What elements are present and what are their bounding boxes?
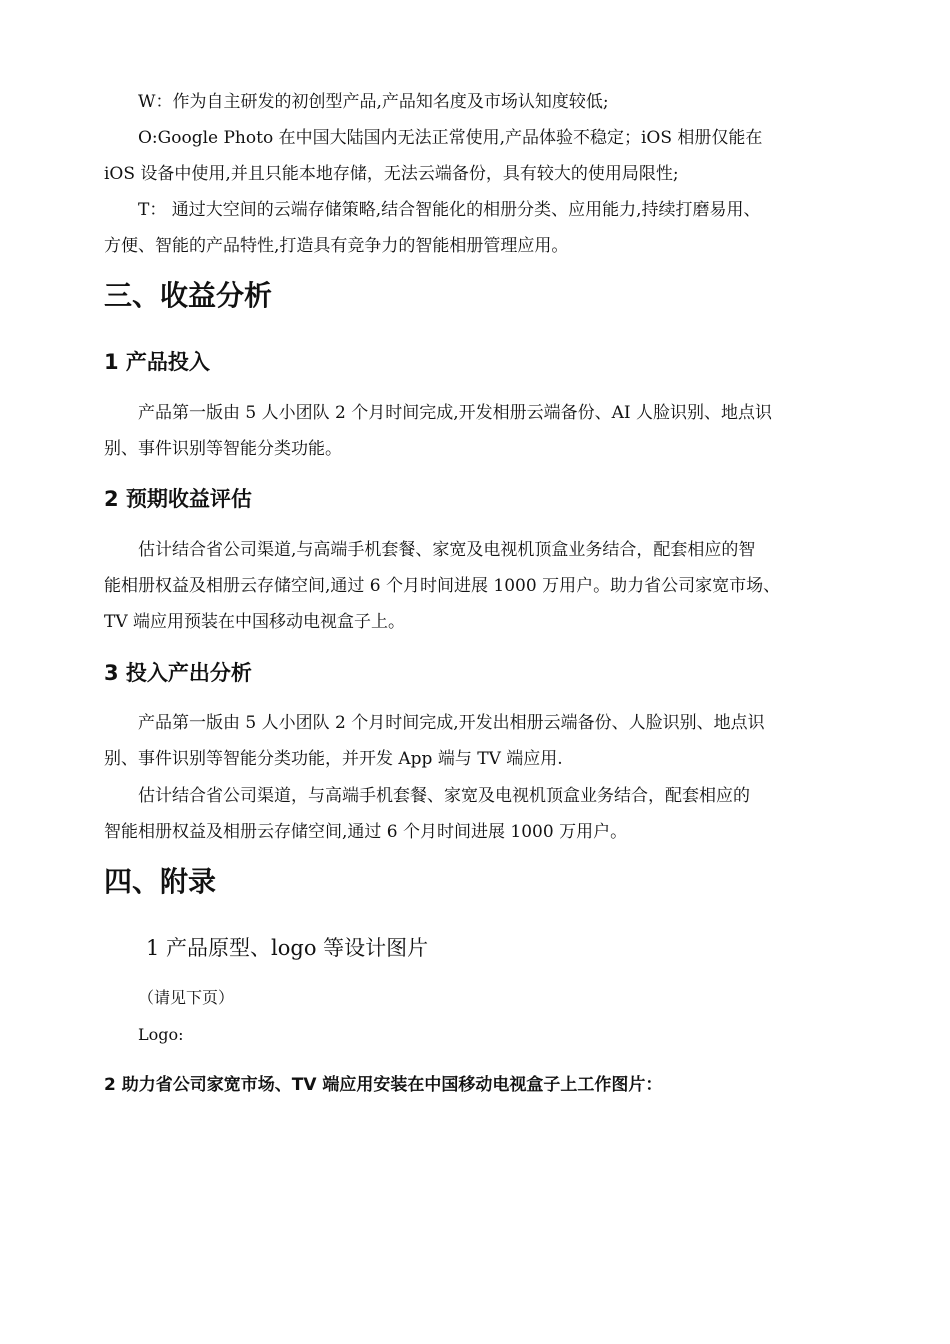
section-heading-revenue: 三、收益分析: [104, 279, 273, 312]
see-next-page-note: （请见下页）: [138, 988, 235, 1007]
logo-label: Logo:: [138, 1025, 184, 1044]
expected-revenue-line1: 估计结合省公司渠道,与高端手机套餐、家宽及电视机顶盒业务结合，配套相应的智: [138, 540, 756, 560]
expected-revenue-line2: 能相册权益及相册云存储空间,通过 6 个月时间进展 1000 万用户。助力省公司家宽市场、: [104, 576, 781, 596]
investment-line2: 别、事件识别等智能分类功能。: [104, 439, 342, 459]
expected-revenue-line3: TV 端应用预装在中国移动电视盒子上。: [104, 612, 406, 632]
swot-weakness: W：作为自主研发的初创型产品,产品知名度及市场认知度较低;: [138, 92, 609, 112]
input-output-p2-line1: 估计结合省公司渠道，与高端手机套餐、家宽及电视机顶盒业务结合，配套相应的: [138, 786, 750, 806]
input-output-p1-line1: 产品第一版由 5 人小团队 2 个月时间完成,开发出相册云端备份、人脸识别、地点识: [138, 713, 765, 733]
investment-line1: 产品第一版由 5 人小团队 2 个月时间完成,开发相册云端备份、AI 人脸识别、地点识: [138, 403, 773, 423]
swot-opportunity-line2: iOS 设备中使用,并且只能本地存储，无法云端备份，具有较大的使用局限性;: [104, 164, 679, 184]
swot-opportunity-line1: O:Google Photo 在中国大陆国内无法正常使用,产品体验不稳定；iOS 相册仅能在: [138, 128, 763, 148]
section-heading-appendix: 四、附录: [104, 865, 217, 898]
input-output-p2-line2: 智能相册权益及相册云存储空间,通过 6 个月时间进展 1000 万用户。: [104, 822, 628, 842]
subsection-heading-expected-revenue: 2 预期收益评估: [104, 487, 252, 511]
swot-threat-line1: T： 通过大空间的云端存储策略,结合智能化的相册分类、应用能力,持续打磨易用、: [138, 200, 761, 220]
input-output-p1-line2: 别、事件识别等智能分类功能，并开发 App 端与 TV 端应用.: [104, 749, 563, 769]
appendix-item-1-title: 1 产品原型、logo 等设计图片: [146, 936, 429, 960]
subsection-heading-input-output: 3 投入产出分析: [104, 661, 252, 685]
swot-threat-line2: 方便、智能的产品特性,打造具有竞争力的智能相册管理应用。: [104, 236, 569, 256]
appendix-item-2-title: 2 助力省公司家宽市场、TV 端应用安装在中国移动电视盒子上工作图片：: [104, 1075, 663, 1095]
subsection-heading-investment: 1 产品投入: [104, 350, 210, 374]
